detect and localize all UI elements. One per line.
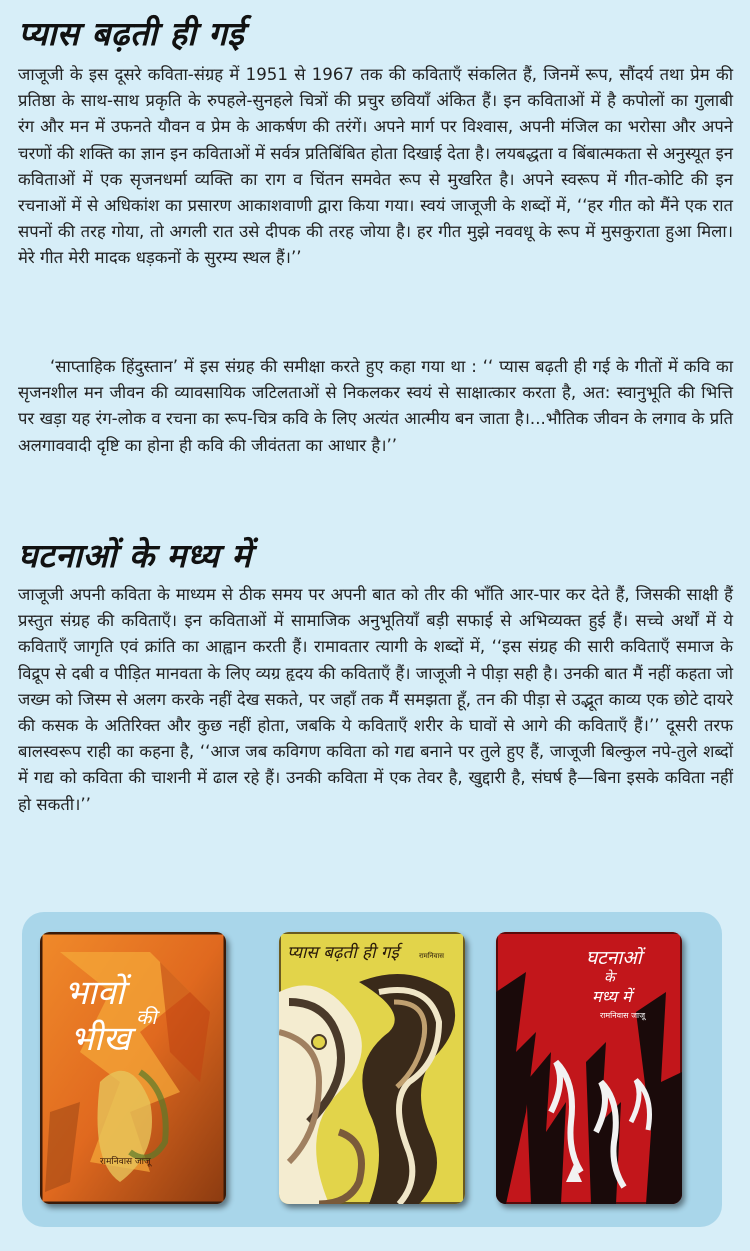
cover1-title-line2: की (136, 1005, 157, 1029)
paragraph-ghatnaon: जाजूजी अपनी कविता के माध्यम से ठीक समय पर अपनी बात को तीर की भाँति आर-पार कर देते हैं, जिसकी साक्षी हैं प्रस्तुत संग्रह की कविताएँ। इन कविताओं में सामाजिक अनुभूतियाँ बड़ी सफाई से अभिव्यक्त हुई हैं। सच्चे अर्थों में ये कविताएँ जागृति एवं क्रांति का आह्वान करती हैं। रामावतार त्यागी के शब्दों में, ‘‘इस संग्रह की सारी कविताएँ समाज के विद्रूप से दबी व पीड़ित मानवता के लिए व्यग्र हृदय की कविताएँ हैं। जाजूजी ने पीड़ा सही है। उनकी बात मैं नहीं कहता जो जख्म को जिस्म से अलग करके नहीं देख सकते, पर जहाँ तक मैं समझता हूँ, तन की पीड़ा से उद्भूत काव्य एक छोटे दायरे की कसक के अतिरिक्त और कुछ नहीं होता, जबकि ये कविताएँ शरीर के घावों से आगे की कविताएँ हैं।’’ दूसरी तरफ बालस्वरूप राही का कहना है, ‘‘आज जब कविगण कविता को गद्य बनाने पर तुले हुए हैं, जाजूजी बिल्कुल नपे-तुले शब्दों में गद्य को कविता की चाशनी में ढाल रहे हैं। उनकी कविता में एक तेवर है, खुद्दारी है, संघर्ष है—बिना इसके कविता नहीं हो सकती।’’ (18, 585, 734, 814)
cover1-title-line1: भावों (64, 973, 125, 1013)
cover2-title: प्यास बढ़ती ही गई (287, 943, 399, 963)
cover1-title-line3: भीख (70, 1019, 131, 1059)
book-cover-ghatnaon-ke-madhya-mein (496, 932, 682, 1204)
book-covers-panel (22, 912, 722, 1227)
book-cover-bhavon-ki-bheekh (40, 932, 226, 1204)
cover2-author: रामनिवास (419, 952, 444, 960)
cover3-title-line3: मध्य में (592, 987, 632, 1006)
section-title-pyaas: प्यास बढ़ती ही गई (18, 14, 245, 53)
section-title-ghatnaon: घटनाओं के मध्य में (18, 536, 252, 575)
cover3-author: रामनिवास जाजू (600, 1011, 646, 1020)
paragraph-pyaas-review: ‘साप्ताहिक हिंदुस्तान’ में इस संग्रह की समीक्षा करते हुए कहा गया था : ‘‘ प्यास बढ़ती ही गई के गीतों में कवि का सृजनशील मन जीवन की व्यावसायिक जटिलताओं से निकलकर स्वयं से साक्षात्कार करता है, अत: स्वानुभूति की भित्ति पर खड़ा यह रंग-लोक व रचना का रूप-चित्र कवि के लिए अत्यंत आत्मीय बन जाता है।...भौतिक जीवन के लगाव के प्रति अलगाववादी दृष्टि का होना ही कवि की जीवंतता का आधार है।’’ (18, 357, 733, 455)
cover1-author: रामनिवास जाजू (100, 1157, 151, 1167)
cover3-title-line1: घटनाओं (586, 947, 642, 969)
cover3-title-line2: के (604, 970, 615, 986)
book-cover-pyaas-badhti-hi-gayi (279, 932, 465, 1204)
paragraph-pyaas-intro: जाजूजी के इस दूसरे कविता-संग्रह में 1951 से 1967 तक की कविताएँ संकलित हैं, जिनमें रूप, सौंदर्य तथा प्रेम की प्रतिष्ठा के साथ-साथ प्रकृति के रुपहले-सुनहले चित्रों की प्रचुर छवियाँ अंकित हैं। इन कविताओं में है कपोलों का गुलाबी रंग और मन में उफनते यौवन व प्रेम के आकर्षण की तरंगें। अपने मार्ग पर विश्वास, अपनी मंजिल का भरोसा और अपने चरणों की शक्ति का ज्ञान इन कविताओं में सर्वत्र प्रतिबिंबित होता दिखाई देता है। लयबद्धता व बिंबात्मकता से अनुस्यूत इन कविताओं में एक सृजनधर्मा व्यक्ति का राग व चिंतन समवेत रूप से मुखरित है। अपने स्वरूप में गीत-कोटि की इन रचनाओं में से अधिकांश का प्रसारण आकाशवाणी द्वारा किया गया। स्वयं जाजूजी के शब्दों में, ‘‘हर गीत को मैंने एक रात सपनों की तरह गोया, तो अगली रात उसे दीपक की तरह जोया है। हर गीत मुझे नववधू के रूप में मुसकुराता हुआ मिला। मेरे गीत मेरी मादक धड़कनों के सुरम्य स्थल हैं।’’ (18, 65, 733, 268)
